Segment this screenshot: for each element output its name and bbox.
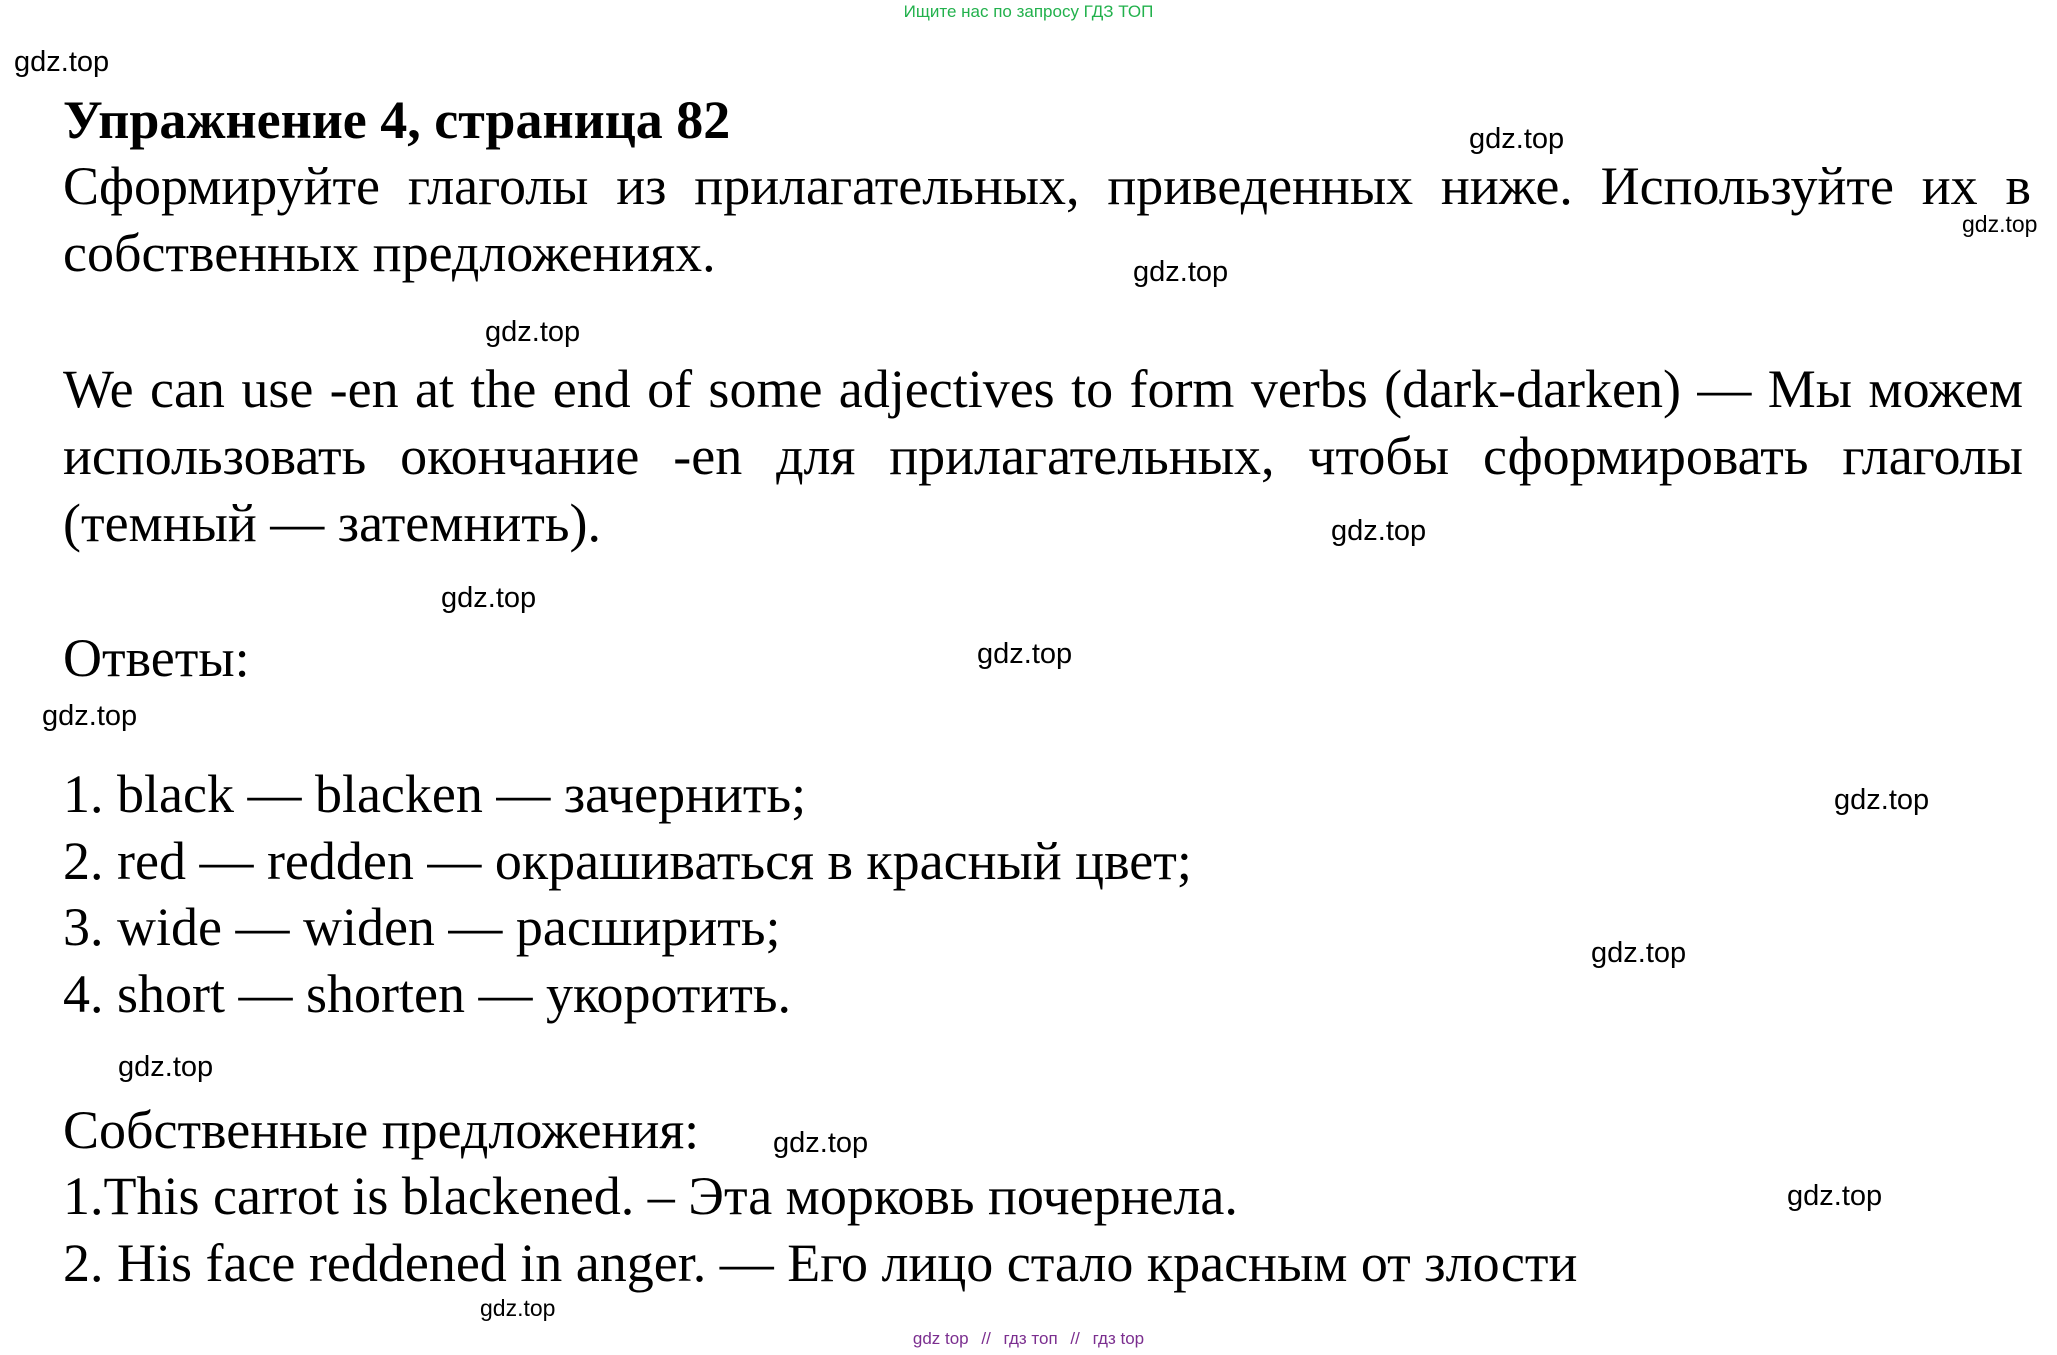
- watermark: gdz.top: [1133, 256, 1229, 288]
- watermark: gdz.top: [773, 1127, 869, 1159]
- sentence-item: 1.This carrot is blackened. – Эта морковь почернела.: [63, 1166, 1238, 1226]
- watermark: gdz.top: [1591, 937, 1687, 969]
- answers-heading: Ответы:: [63, 628, 250, 688]
- page-title: Упражнение 4, страница 82: [63, 90, 731, 150]
- footer-separator: //: [1070, 1329, 1080, 1348]
- watermark: gdz.top: [485, 316, 581, 348]
- top-banner: Ищите нас по запросу ГДЗ ТОП: [903, 2, 1154, 21]
- footer: [0, 1329, 2057, 1349]
- footer-item: gdz top: [912, 1329, 969, 1348]
- sentences-heading: Собственные предложения:: [63, 1100, 700, 1160]
- watermark: gdz.top: [118, 1051, 214, 1083]
- watermark: gdz.top: [441, 582, 537, 614]
- answer-item: 3. wide — widen — расширить;: [63, 897, 781, 957]
- watermark: gdz.top: [42, 700, 138, 732]
- footer-item: гдз топ: [1003, 1329, 1058, 1348]
- watermark: gdz.top: [480, 1295, 556, 1321]
- watermark: gdz.top: [14, 46, 110, 78]
- sentence-item: 2. His face reddened in anger. — Его лицо стало красным от злости: [63, 1233, 1578, 1293]
- answer-item: 4. short — shorten — укоротить.: [63, 964, 791, 1024]
- watermark: gdz.top: [1962, 211, 2038, 237]
- rule-text: We can use -en at the end of some adjectives to form verbs (dark-darken) — Мы можем использовать окончание -en для прилагательных, чтобы сформировать глаголы (темный — затемнить).: [63, 359, 2023, 553]
- watermark: gdz.top: [1469, 123, 1565, 155]
- watermark: gdz.top: [1331, 515, 1427, 547]
- footer-item: гдз top: [1092, 1329, 1145, 1348]
- watermark: gdz.top: [977, 638, 1073, 670]
- answer-item: 1. black — blacken — зачернить;: [63, 764, 807, 824]
- watermark: gdz.top: [1834, 784, 1930, 816]
- answer-item: 2. red — redden — окрашиваться в красный цвет;: [63, 831, 1192, 891]
- footer-separator: //: [981, 1329, 991, 1348]
- task-text: Сформируйте глаголы из прилагательных, приведенных ниже. Используйте их в собственных предложениях.: [63, 156, 2031, 283]
- watermark: gdz.top: [1787, 1180, 1883, 1212]
